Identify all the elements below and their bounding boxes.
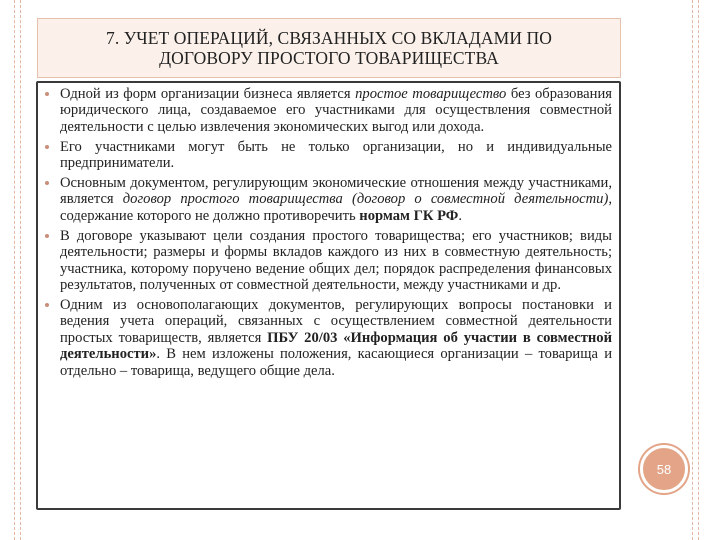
bullet-marker bbox=[45, 145, 49, 149]
list-item bbox=[60, 297, 612, 379]
list-item bbox=[60, 86, 612, 135]
bullet-marker bbox=[45, 234, 49, 238]
item-term: договор простого товарищества (договор о совместной деятельности) bbox=[122, 191, 609, 208]
item-emphasis: ПБУ 20/03 «Информация об участии в совместной деятельности» bbox=[60, 329, 612, 363]
bullet-list bbox=[60, 86, 612, 382]
item-text: В договоре указывают цели создания простого товарищества; его участников; виды деятельности; размеры и формы вкладов каждого из них в совместную деятельность; участника, которому поручено ведение общих дел; порядок распределения финансовых результатов, полученных от совместной деятельности, между участниками и др. bbox=[60, 227, 612, 293]
item-text: . В нем изложены положения, касающиеся организации – товарища и отдельно – товарища, ведущего общие дела. bbox=[60, 346, 612, 379]
item-text: Его участниками могут быть не только организации, но и индивидуальные предприниматели. bbox=[60, 138, 612, 172]
bullet-marker bbox=[45, 181, 49, 185]
item-text: . bbox=[458, 207, 462, 224]
slide-title bbox=[106, 28, 552, 68]
title-box bbox=[37, 18, 621, 78]
bullet-marker bbox=[45, 92, 49, 96]
item-text: Одним из основополагающих документов, регулирующих вопросы постановки и ведения учета операций, связанных с осуществлением совместной деятельности простых товариществ, является bbox=[60, 296, 612, 346]
page-number-badge bbox=[640, 445, 688, 493]
decorative-rule-right-outer bbox=[698, 0, 699, 540]
item-text: , содержание которого не должно противоречить bbox=[60, 191, 612, 224]
item-term: простое товарищество bbox=[355, 86, 507, 102]
list-item bbox=[60, 228, 612, 294]
item-text: без образования юридического лица, создаваемое его участниками для осуществления совместной деятельности с целью извлечения экономических выгод или дохода. bbox=[60, 86, 612, 135]
decorative-rule-left-inner bbox=[20, 0, 21, 540]
bullet-marker bbox=[45, 303, 49, 307]
item-text: Основным документом, регулирующим экономические отношения между участниками, является bbox=[60, 175, 612, 208]
slide-title-line-2: ДОГОВОРУ ПРОСТОГО ТОВАРИЩЕСТВА bbox=[159, 48, 499, 68]
item-text: Одной из форм организации бизнеса является bbox=[60, 86, 356, 102]
decorative-rule-left-outer bbox=[14, 0, 15, 540]
slide-title-line-1: 7. УЧЕТ ОПЕРАЦИЙ, СВЯЗАННЫХ СО ВКЛАДАМИ ПО bbox=[105, 28, 553, 48]
list-item bbox=[60, 175, 612, 224]
list-item bbox=[60, 139, 612, 172]
page-number: 58 bbox=[656, 461, 672, 477]
item-emphasis: нормам ГК РФ bbox=[359, 207, 459, 224]
decorative-rule-right-inner bbox=[692, 0, 693, 540]
